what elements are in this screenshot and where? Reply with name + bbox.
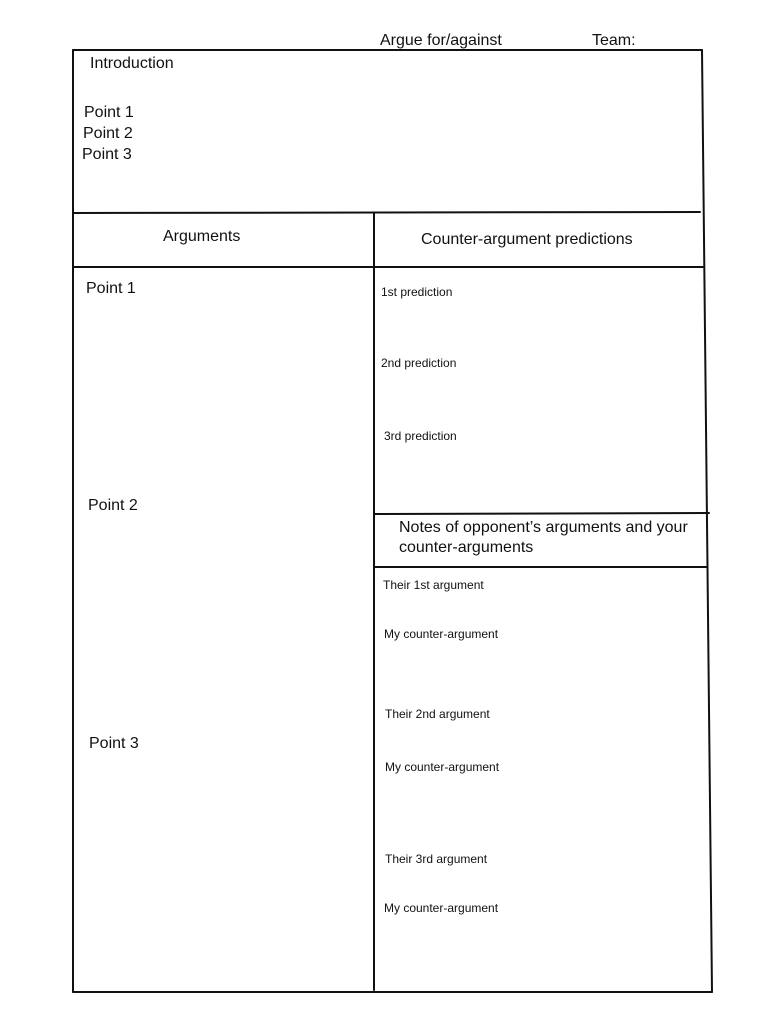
prediction-3: 3rd prediction: [384, 429, 457, 443]
my-counter-argument-1: My counter-argument: [384, 627, 499, 641]
notes-top-divider: [374, 513, 709, 514]
argue-for-against-label: Argue for/against: [380, 32, 502, 49]
prediction-1: 1st prediction: [381, 285, 453, 299]
intro-divider: [73, 212, 700, 213]
introduction-title: Introduction: [90, 55, 174, 72]
notes-header: Notes of opponent’s arguments and your counter-arguments: [399, 519, 688, 556]
predictions-header: Counter-argument predictions: [421, 231, 633, 248]
my-counter-argument-2: My counter-argument: [385, 760, 500, 774]
their-argument-3: Their 3rd argument: [385, 852, 488, 866]
arguments-header: Arguments: [163, 228, 241, 245]
their-argument-1: Their 1st argument: [383, 578, 484, 592]
argument-point-2: Point 2: [88, 497, 138, 514]
prediction-2: 2nd prediction: [381, 356, 457, 370]
intro-point-1: Point 1: [84, 104, 134, 121]
border-right: [702, 50, 712, 992]
team-label: Team:: [592, 32, 636, 49]
their-argument-2: Their 2nd argument: [385, 707, 490, 721]
intro-point-2: Point 2: [83, 125, 133, 142]
intro-point-3: Point 3: [82, 146, 132, 163]
my-counter-argument-3: My counter-argument: [384, 901, 499, 915]
argument-point-3: Point 3: [89, 735, 139, 752]
argument-point-1: Point 1: [86, 280, 136, 297]
